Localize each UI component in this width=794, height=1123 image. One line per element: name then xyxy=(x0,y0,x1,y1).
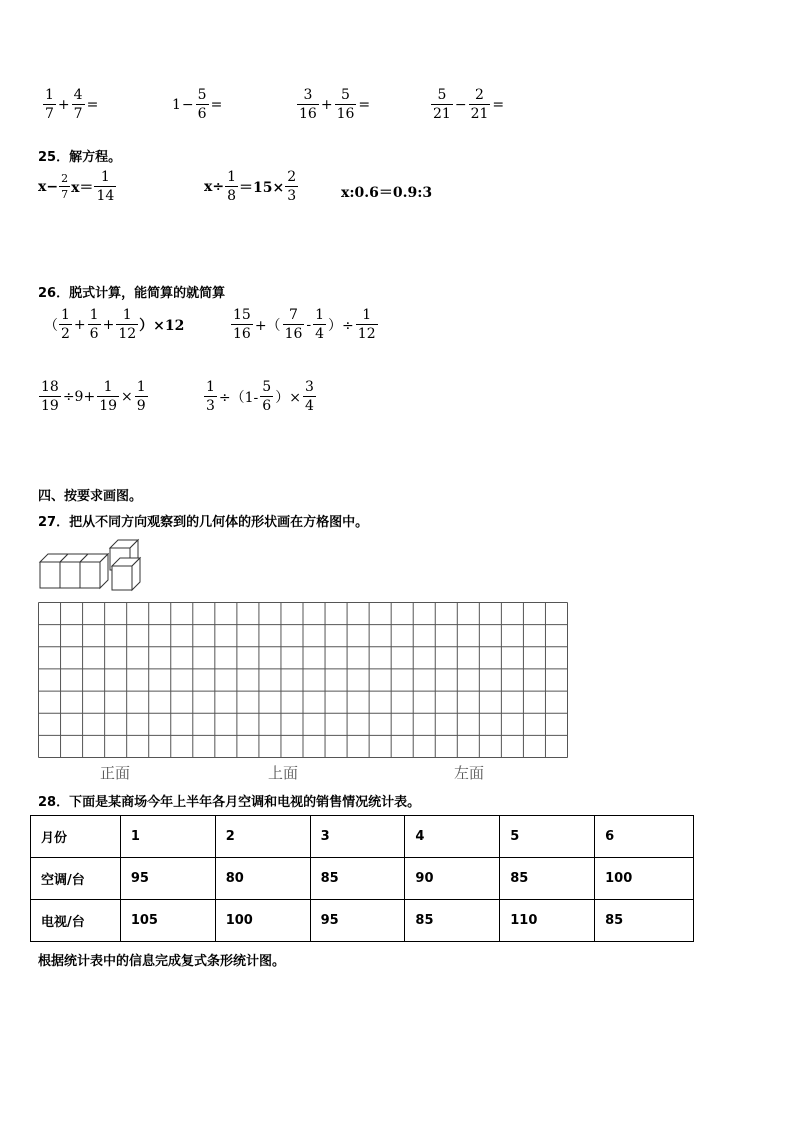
fraction: $\frac{3}{4}$ xyxy=(304,379,314,414)
fraction: $\frac{4}{7}$ xyxy=(73,87,83,122)
table-cell: 85 xyxy=(500,858,595,900)
row-header-cell: 空调/台 xyxy=(31,858,121,900)
q27-title: 27．把从不同方向观察到的几何体的形状画在方格图中。 xyxy=(38,515,369,530)
fraction: $\frac{1}{3}$ xyxy=(206,379,215,414)
q28-title: 28．下面是某商场今年上半年各月空调和电视的销售情况统计表。 xyxy=(38,795,421,810)
fraction: $\frac{1}{14}$ xyxy=(96,169,115,204)
q28-footer: 根据统计表中的信息完成复式条形统计图。 xyxy=(38,954,286,969)
section-4-title: 四、按要求画图。 xyxy=(38,489,143,504)
table-cell: 3 xyxy=(310,816,405,858)
table-cell: 85 xyxy=(595,900,694,942)
fraction: $\frac{1}{7}$ xyxy=(45,87,54,122)
fraction: $\frac{1}{4}$ xyxy=(315,307,325,342)
fraction: $\frac{5}{6}$ xyxy=(262,379,272,414)
fraction: $\frac{5}{16}$ xyxy=(336,87,355,122)
fraction: $\frac{7}{16}$ xyxy=(284,307,303,342)
table-cell: 85 xyxy=(405,900,500,942)
q26-expression-3: $\frac{18}{19}$ ÷9+ $\frac{1}{19}$ × $\frac{1}{9}$ xyxy=(41,379,146,414)
expr-1-3: $\frac{3}{16}$ + $\frac{5}{16}$ = xyxy=(299,87,371,122)
q26-expression-4: $\frac{1}{3}$ ÷（1- $\frac{5}{6}$ ）× $\frac{3}{4}$ xyxy=(206,379,314,414)
fraction: $\frac{1}{2}$ xyxy=(61,307,70,342)
table-row xyxy=(31,900,694,942)
table-cell: 6 xyxy=(595,816,694,858)
label-top-view: 上面 xyxy=(268,764,299,782)
label-front-view: 正面 xyxy=(100,764,131,782)
table-cell: 2 xyxy=(215,816,310,858)
table-cell: 100 xyxy=(215,900,310,942)
q25-equation-3: x:0.6＝0.9:3 xyxy=(341,185,433,201)
table-row xyxy=(31,816,694,858)
expr-1-2: 1 − $\frac{5}{6}$ = xyxy=(172,87,223,122)
fraction: $\frac{5}{6}$ xyxy=(197,87,207,122)
fraction: $\frac{1}{19}$ xyxy=(99,379,118,414)
fraction: $\frac{15}{16}$ xyxy=(233,307,251,342)
row-header-cell: 月份 xyxy=(31,816,121,858)
fraction: $\frac{1}{12}$ xyxy=(118,307,137,342)
table-cell: 5 xyxy=(500,816,595,858)
fraction: $\frac{2}{3}$ xyxy=(287,169,297,204)
fraction: $\frac{3}{16}$ xyxy=(299,87,317,122)
q26-expression-2: $\frac{15}{16}$ +（ $\frac{7}{16}$ - $\frac{1}{4}$ ）÷ $\frac{1}{12}$ xyxy=(233,307,376,342)
label-left-view: 左面 xyxy=(454,764,485,782)
fraction: $\frac{1}{12}$ xyxy=(357,307,376,342)
q25-title: 25．解方程。 xyxy=(38,150,122,165)
q26-title: 26．脱式计算，能简算的就简算 xyxy=(38,286,226,301)
fraction: $\frac{1}{6}$ xyxy=(89,307,99,342)
table-cell: 110 xyxy=(500,900,595,942)
drawing-grid[interactable] xyxy=(38,602,568,758)
sales-statistics-table xyxy=(30,815,694,942)
table-cell: 80 xyxy=(215,858,310,900)
fraction: $\frac{18}{19}$ xyxy=(41,379,59,414)
fraction: $\frac{2}{7}$ xyxy=(61,172,69,201)
expr-1-4: $\frac{5}{21}$ − $\frac{2}{21}$ = xyxy=(433,87,505,122)
cube-figure xyxy=(36,536,156,592)
fraction: $\frac{1}{9}$ xyxy=(136,379,146,414)
table-cell: 85 xyxy=(310,858,405,900)
fraction: $\frac{2}{21}$ xyxy=(470,87,489,122)
table-cell: 100 xyxy=(595,858,694,900)
table-cell: 105 xyxy=(120,900,215,942)
expr-1-1: $\frac{1}{7}$ + $\frac{4}{7}$ = xyxy=(45,87,99,122)
table-row xyxy=(31,858,694,900)
fraction: $\frac{1}{8}$ xyxy=(227,169,236,204)
q25-equation-2: x÷ $\frac{1}{8}$ ＝15× $\frac{2}{3}$ xyxy=(204,169,297,204)
table-cell: 95 xyxy=(310,900,405,942)
row-header-cell: 电视/台 xyxy=(31,900,121,942)
q26-expression-1: （ $\frac{1}{2}$ + $\frac{1}{6}$ + $\frac{1}{12}$ ）×12 xyxy=(44,307,185,342)
q25-equation-1: x− $\frac{2}{7}$ x＝ $\frac{1}{14}$ xyxy=(38,169,115,204)
table-cell: 90 xyxy=(405,858,500,900)
table-cell: 4 xyxy=(405,816,500,858)
fraction: $\frac{5}{21}$ xyxy=(433,87,451,122)
table-cell: 1 xyxy=(120,816,215,858)
table-cell: 95 xyxy=(120,858,215,900)
